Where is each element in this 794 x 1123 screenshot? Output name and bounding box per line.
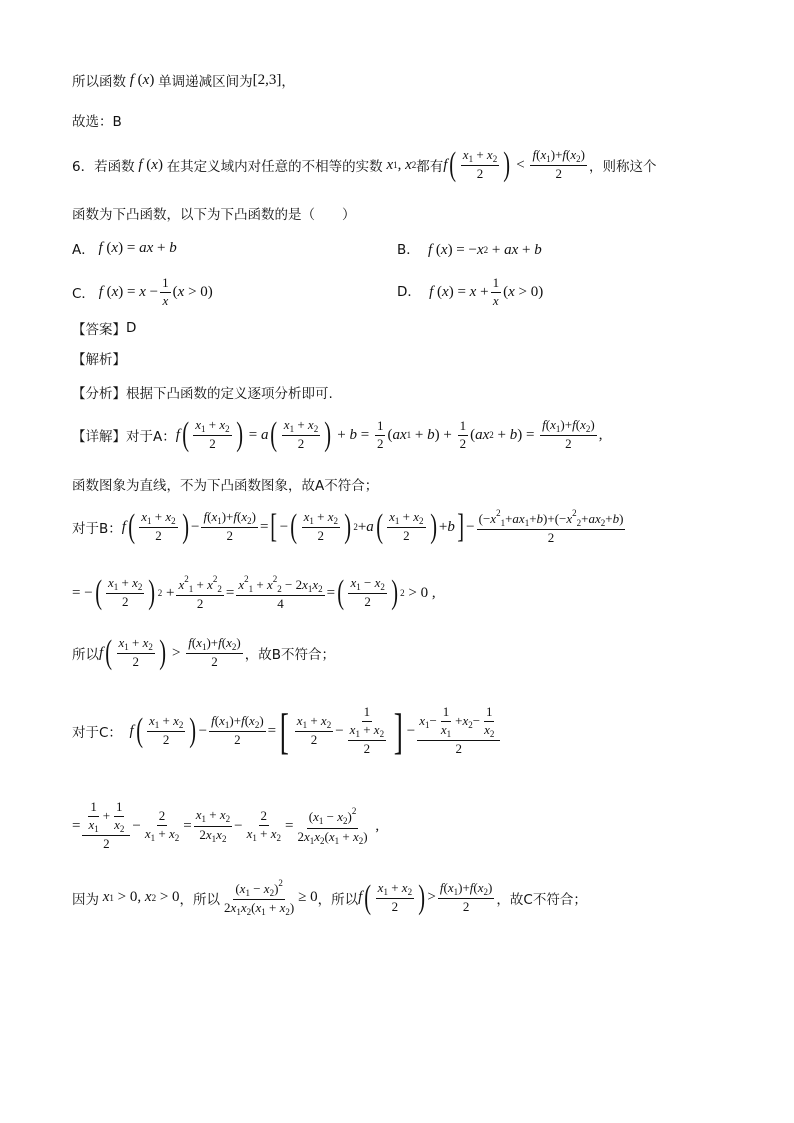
- text-l1-mid: 单调递减区间为: [158, 74, 253, 90]
- question-text-2: 在其定义域内对任意的不相等的实数: [166, 159, 383, 176]
- answer-value: D: [126, 320, 137, 336]
- detail-b-label: 对于B：: [72, 521, 122, 538]
- fenxi-tag: 【分析】: [72, 386, 126, 402]
- answer-line: [72, 318, 136, 338]
- option-d-formula: f ( x ) = x + $\frac{1}{x}$ ( x > 0): [429, 275, 544, 308]
- detail-a-line2: [72, 474, 378, 494]
- question-text-line2: 函数为下凸函数，以下为下凸函数的是（ ）: [72, 207, 356, 223]
- text-l1-prefix: 所以函数: [72, 74, 126, 90]
- detail-a-label: 对于A：: [126, 429, 176, 446]
- option-a-formula: f ( x ) = ax + b: [98, 239, 177, 256]
- fenxi-text: 根据下凸函数的定义逐项分析即可.: [126, 386, 333, 402]
- formula-x1x2: x 1 , x 2: [386, 156, 417, 173]
- because-prefix: 因为: [72, 891, 99, 908]
- text-l1-suffix: ，: [281, 74, 295, 90]
- question-text-1: 若函数: [94, 159, 135, 176]
- option-c-formula: f ( x ) = x − $\frac{1}{x}$ ( x > 0): [98, 275, 213, 308]
- detail-b-formula2: = − ( $\frac{x_1 + x_2}{2}$ ) 2 + $\frac{x^2_1 + x^2_2}{2}$ = $\frac{x^2_1 + x^2_2 - 2x_1x_2}{4}$ = ( $\frac{x_1 - x_2}{2}$ ) 2 > 0 ,: [72, 574, 436, 612]
- analysis-line: [72, 348, 126, 368]
- fenxi-line: [72, 382, 333, 402]
- question-number: 6．: [72, 159, 95, 176]
- text-choose-b: 故选：B: [72, 114, 122, 130]
- detail-b-formula: f ( $\frac{x_1 + x_2}{2}$ ) − $\frac{f(x_1)+f(x_2)}{2}$ = [ − ( $\frac{x_1 + x_2}{2}$ ) 2 + a ( $\frac{x_1 + x_2}{2}$ ) + b ] − $\frac{(-x^2_1+ax_1+b)+(-x^2_2+ax_2+b)}{2}$: [121, 508, 624, 546]
- detail-c-formula2: = $\frac{1}{x_1}$ + $\frac{1}{x_2}$ 2 − $\frac{2}{x_1 + x_2}$ = $\frac{x_1 + x_2}{2x_1x_2}$ − $\frac{2}{x_1 + x_2}$ = $\frac{(x_1 - x_2)^2}{2x_1x_2(x_1 + x_2)}$ ,: [72, 799, 380, 852]
- detail-a-conclusion: 函数图象为直线，不为下凸函数图象，故A不符合；: [72, 478, 379, 494]
- option-d-label: D．: [397, 283, 421, 300]
- question-6-line2: [72, 203, 356, 223]
- interval-value: [2,3]: [252, 71, 282, 88]
- analysis-tag: 【解析】: [72, 352, 126, 368]
- question-text-4: ，则称这个: [589, 159, 657, 176]
- formula-convex-def: f ( $\frac{x_1 + x_2}{2}$ ) < $\frac{f(x_1)+f(x_2)}{2}$: [443, 146, 585, 184]
- detail-c-line2: [72, 800, 379, 852]
- detail-b-formula3: f ( $\frac{x_1 + x_2}{2}$ ) > $\frac{f(x_1)+f(x_2)}{2}$: [99, 634, 241, 672]
- option-c-label: C．: [72, 286, 95, 303]
- detail-b-line2: [72, 574, 436, 612]
- because-mid: ，所以: [179, 891, 221, 908]
- because-mid2: ，所以: [317, 891, 359, 908]
- question-text-3: 都有: [416, 159, 444, 176]
- option-a-label: A．: [72, 242, 95, 258]
- line-decreasing-interval: [72, 70, 295, 90]
- formula-fx: f ( x ): [129, 71, 159, 88]
- options-row-cd: [72, 276, 722, 309]
- detail-c-line3: [72, 878, 587, 918]
- because-ineq2: f ( $\frac{x_1 + x_2}{2}$ ) > $\frac{f(x_1)+f(x_2)}{2}$: [358, 878, 493, 916]
- answer-tag: 【答案】: [72, 322, 126, 338]
- option-b-formula: f ( x ) = − x 2 + ax + b: [427, 241, 542, 258]
- detail-c-line: [72, 703, 502, 760]
- detail-c-formula: f ( $\frac{x_1 + x_2}{2}$ ) − $\frac{f(x_1)+f(x_2)}{2}$ = [ $\frac{x_1 + x_2}{2}$ − $\frac{1}{\frac{x_1 + x_2}{2}}$ ] − $x_1-$ $\frac{1}{x_1}$ $+x_2-$ $\frac{1}{x_2}$ 2: [122, 705, 502, 757]
- detail-a-formula: f ( $\frac{x_1 + x_2}{2}$ ) = a ( $\frac{x_1 + x_2}{2}$ ) + b = $\frac{1}{2}$ ( ax 1 + b ) + $\frac{1}{2}$ ( ax 2 + b ) = $\frac{f(x_1)+f(x_2)}{2}$ ,: [175, 416, 603, 454]
- line-choose-b: [72, 110, 122, 130]
- because-ineq1: $\frac{(x_1 - x_2)^2}{2x_1x_2(x_1 + x_2)}$ ≥ 0: [224, 878, 318, 918]
- options-row-ab: [72, 238, 722, 258]
- option-b-label: B．: [397, 241, 420, 258]
- detail-c-label: 对于C：: [72, 725, 122, 742]
- question-6-line1: [72, 148, 657, 182]
- so-b-prefix: 所以: [72, 647, 99, 664]
- detail-a-line: [72, 418, 602, 452]
- formula-fx-q: f ( x ): [138, 156, 167, 173]
- because-end: ，故C不符合；: [496, 891, 587, 908]
- detail-tag: 【详解】: [72, 429, 126, 446]
- detail-b-line3: [72, 636, 335, 670]
- because-cond: x 1 > 0, x 2 > 0: [102, 889, 180, 906]
- detail-b-line: [72, 508, 627, 546]
- so-b-suffix: ，故B不符合；: [244, 647, 335, 664]
